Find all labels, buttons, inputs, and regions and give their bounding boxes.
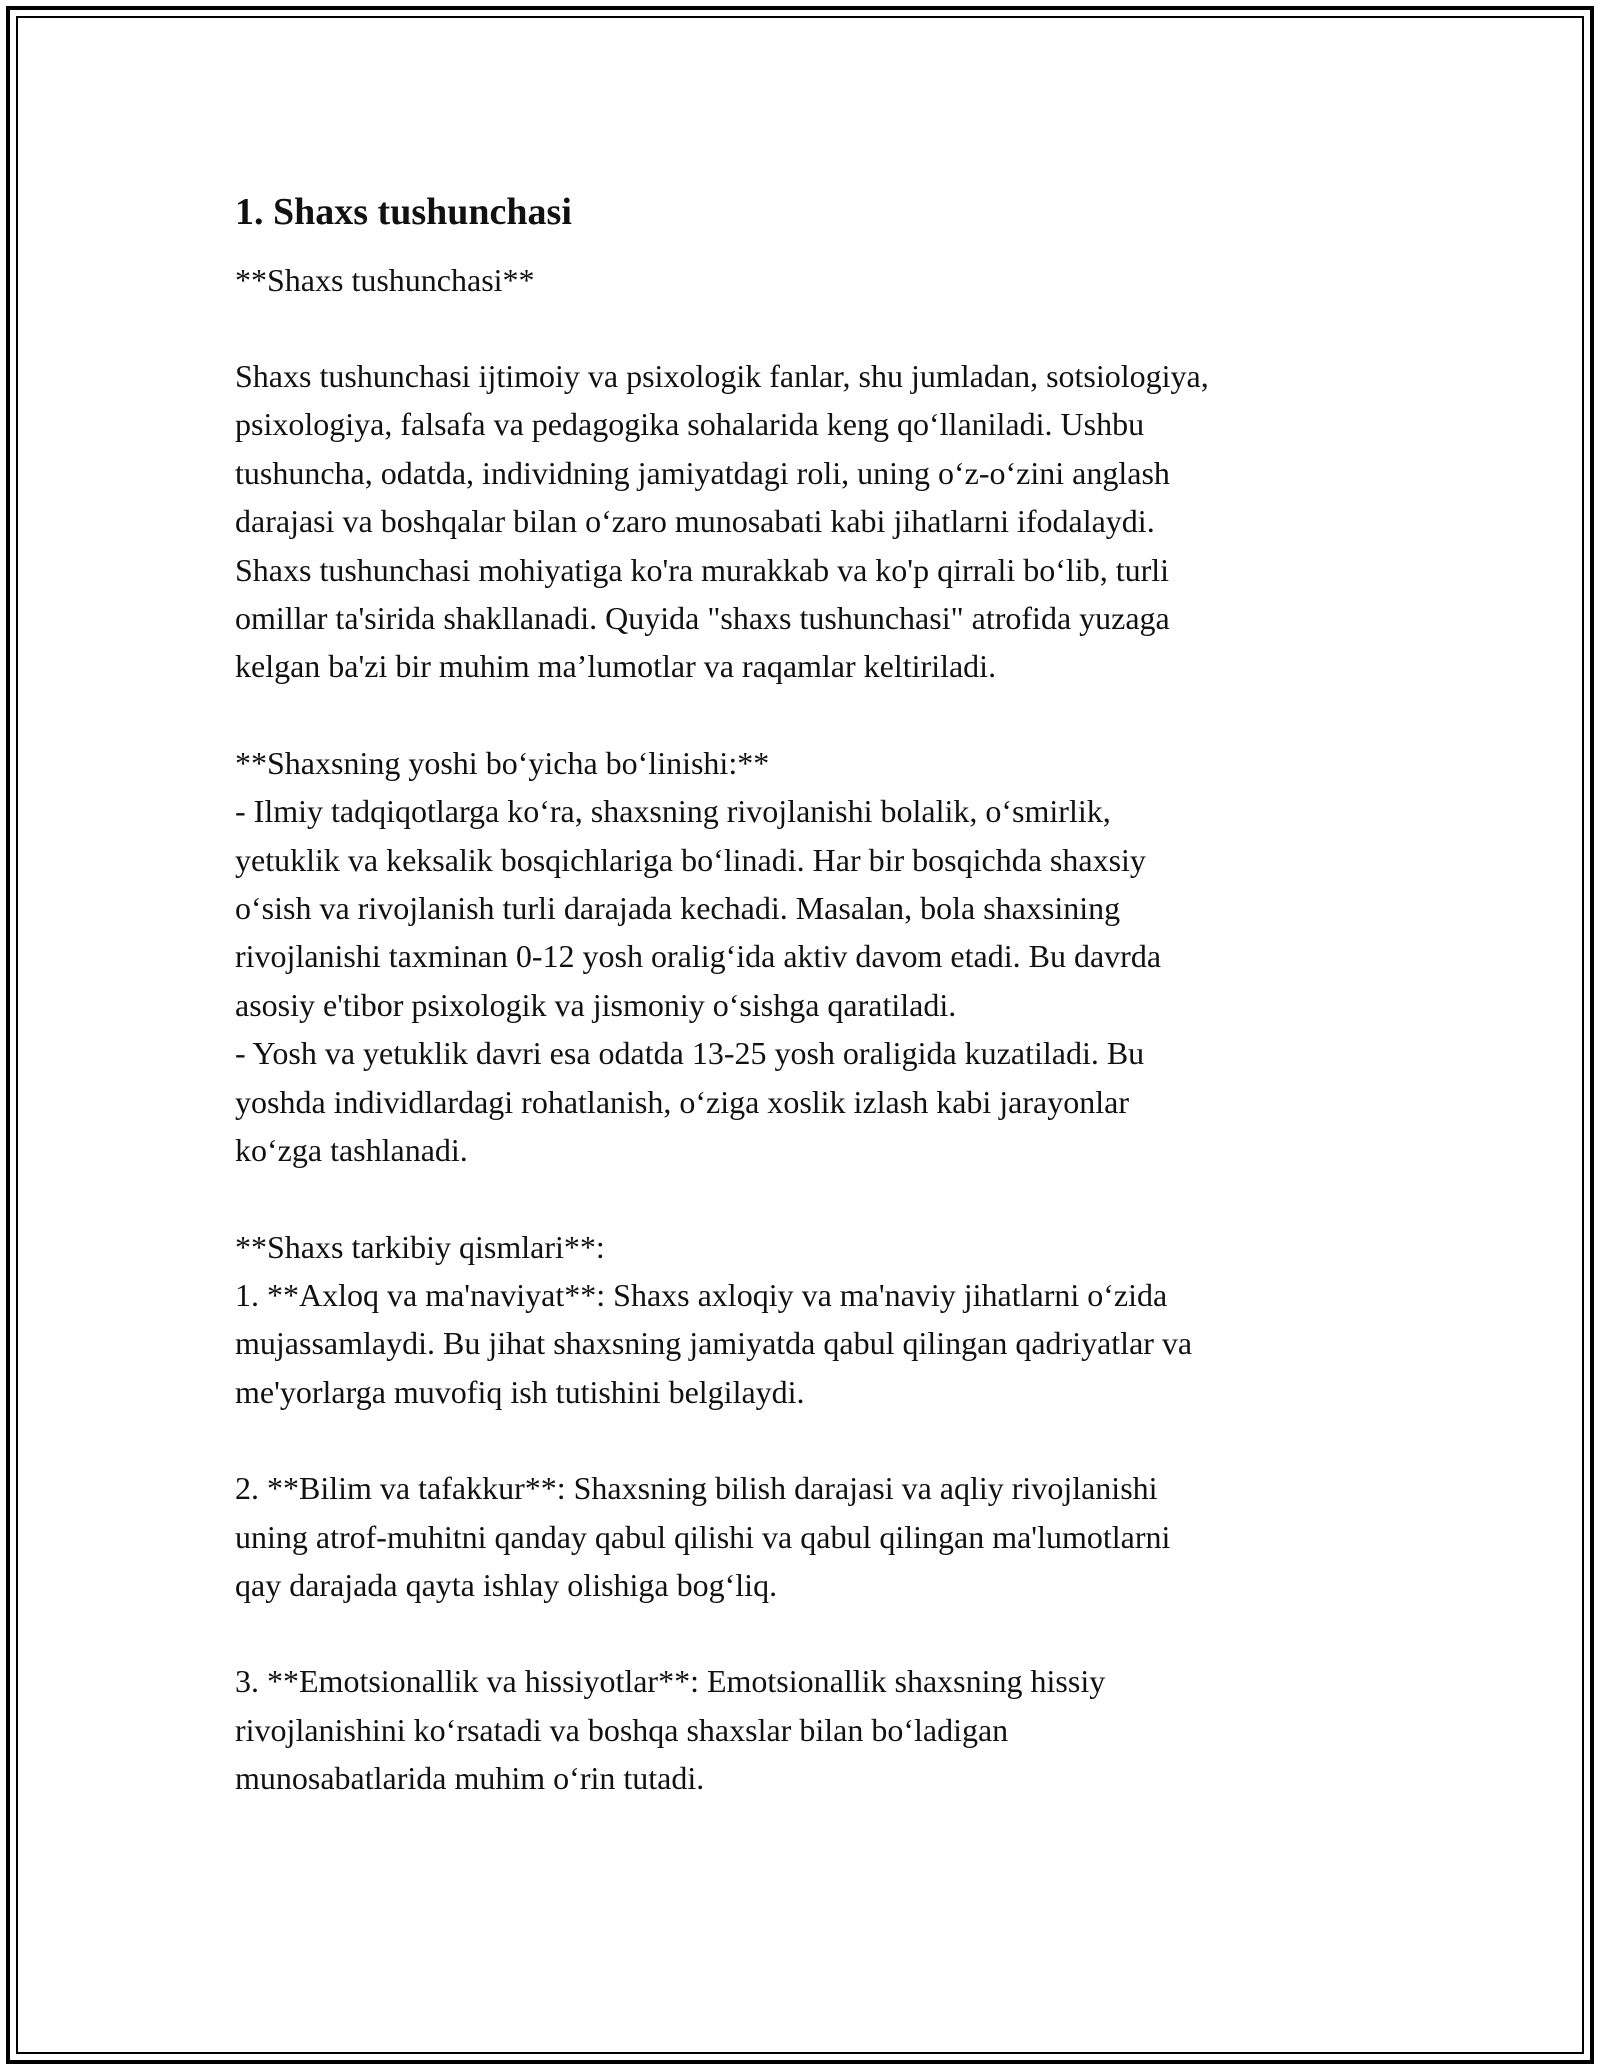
document-title: 1. Shaxs tushunchasi: [235, 191, 572, 233]
intro-paragraph: Shaxs tushunchasi ijtimoiy va psixologik fanlar, shu jumladan, sotsiologiya, psixologiya, falsafa va pedagogika sohalarida keng qo‘llaniladi. Ushbu tushuncha, odatda, individning jamiyatdagi roli, uning o‘z-o‘zini anglash darajasi va boshqalar bilan o‘zaro munosabati kabi jihatlarni ifodalaydi. Shaxs tushunchasi mohiyatiga ko'ra murakkab va ko'p qirrali bo‘lib, turli omillar ta'sirida shakllanadi. Quyida "shaxs tushunchasi" atrofida yuzaga kelgan ba'zi bir muhim ma’lumotlar va raqamlar keltiriladi.: [235, 358, 1209, 685]
components-section: **Shaxs tarkibiy qismlari**: 1. **Axloq va ma'naviyat**: Shaxs axloqiy va ma'naviy jihatlarni o‘zida mujassamlaydi. Bu jihat shaxsning jamiyatda qabul qilingan qadriyatlar va me'yorlarga muvofiq ish tutishini belgilaydi.: [235, 1228, 1193, 1410]
component-item-emotions: 3. **Emotsionallik va hissiyotlar**: Emotsionallik shaxsning hissiy rivojlanishini ko‘rsatadi va boshqa shaxslar bilan bo‘ladigan munosabatlarida muhim o‘rin tutadi.: [235, 1663, 1106, 1797]
age-division-section: **Shaxsning yoshi bo‘yicha bo‘linishi:** - Ilmiy tadqiqotlarga ko‘ra, shaxsning rivojlanishi bolalik, o‘smirlik, yetuklik va keksalik bosqichlariga bo‘linadi. Har bir bosqichda shaxsiy o‘sish va rivojlanish turli darajada kechadi. Masalan, bola shaxsining rivojlanishi taxminan 0-12 yosh oralig‘ida aktiv davom etadi. Bu davrda asosiy e'tibor psixologik va jismoniy o‘sishga qaratiladi. - Yosh va yetuklik davri esa odatda 13-25 yosh oraligida kuzatiladi. Bu yoshda individlardagi rohatlanish, o‘ziga xoslik izlash kabi jarayonlar ko‘zga tashlanadi.: [235, 744, 1162, 1169]
component-item-knowledge: 2. **Bilim va tafakkur**: Shaxsning bilish darajasi va aqliy rivojlanishi uning atrof-muhitni qanday qabul qilishi va qabul qilingan ma'lumotlarni qay darajada qayta ishlay olishiga bog‘liq.: [235, 1470, 1171, 1603]
document-subtitle: **Shaxs tushunchasi**: [235, 262, 535, 298]
document-body: [235, 186, 1385, 1803]
